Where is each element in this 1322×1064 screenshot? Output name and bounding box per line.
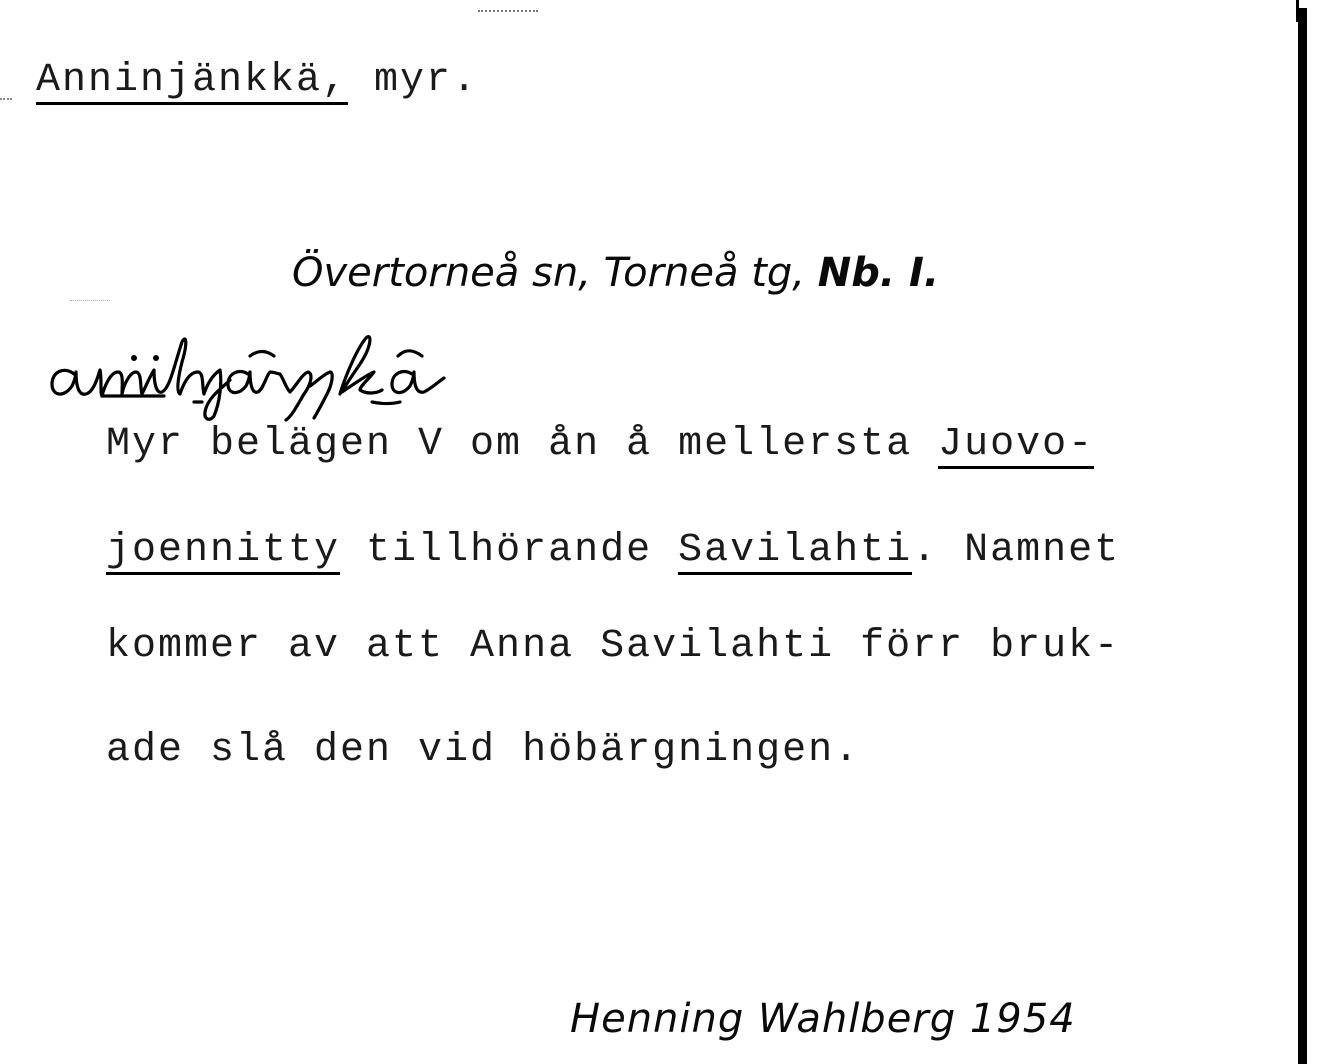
- description-line-2: [106, 528, 1120, 575]
- headword: Anninjänkkä,: [36, 58, 349, 103]
- description-line-3: kommer av att Anna Savilahti förr bruk-: [106, 624, 1121, 669]
- place-name-juovojoennitty: Juovo-: [938, 422, 1095, 467]
- scan-speck: [0, 98, 12, 102]
- scan-speck: [478, 10, 538, 14]
- section: Nb. I.: [817, 250, 940, 296]
- description-line-4: ade slå den vid höbärgningen.: [106, 728, 861, 773]
- district: Torneå tg,: [603, 250, 806, 296]
- collector-signature: Henning Wahlberg 1954: [570, 996, 1076, 1042]
- description-text: tillhörande: [340, 528, 679, 573]
- location-line: [292, 250, 939, 296]
- place-name-juovojoennitty-cont: joennitty: [106, 528, 341, 573]
- headword-line: [36, 58, 478, 105]
- card-right-edge: [1298, 8, 1307, 1064]
- description-text: Myr belägen V om ån å mellersta: [106, 422, 939, 467]
- handwritten-annotation: [42, 312, 542, 422]
- description-text: . Namnet: [912, 528, 1121, 573]
- place-name-savilahti: Savilahti: [678, 528, 913, 573]
- scan-speck: [70, 300, 110, 303]
- parish: Övertorneå sn,: [292, 250, 591, 296]
- description-line-1: [106, 422, 1094, 469]
- headword-type: myr.: [348, 58, 479, 103]
